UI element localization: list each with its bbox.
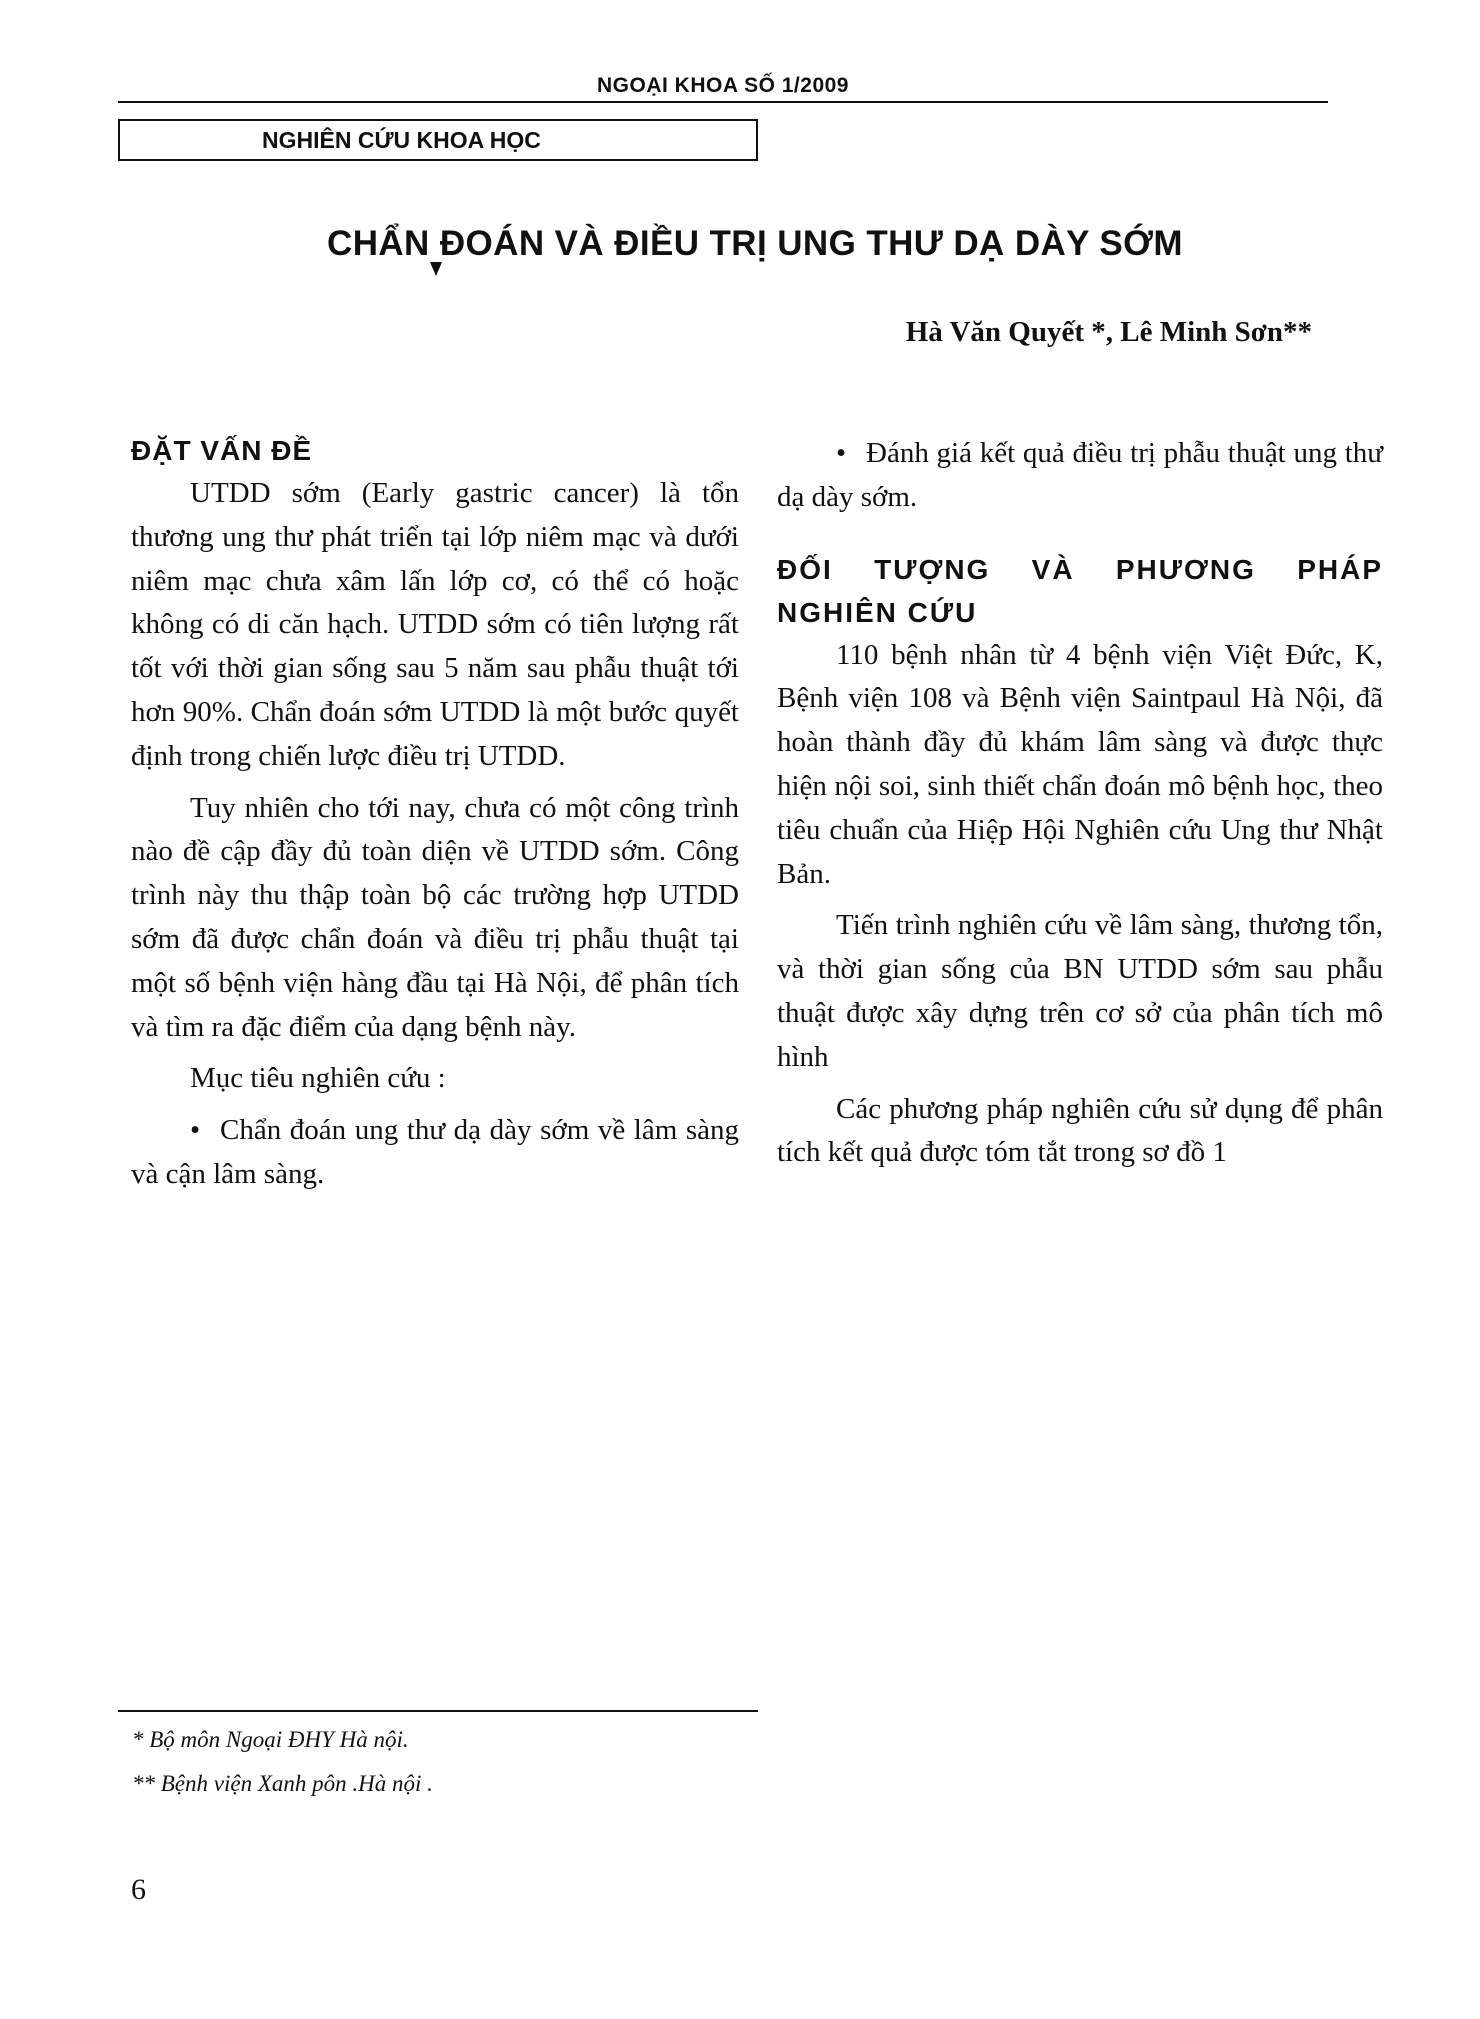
bullet-icon: •: [836, 437, 847, 469]
paragraph: 110 bệnh nhân từ 4 bệnh viện Việt Đức, K, Bệnh viện 108 và Bệnh viện Saintpaul Hà Nội, đã hoàn thành đầy đủ khám lâm sàng và được thực hiện nội soi, sinh thiết chẩn đoán mô bệnh học, theo tiêu chuẩn của Hiệp Hội Nghiên cứu Ung thư Nhật Bản.: [777, 638, 1383, 890]
footnote: ** Bệnh viện Xanh pôn .Hà nội .: [132, 1771, 433, 1796]
paragraph: Tuy nhiên cho tới nay, chưa có một công trình nào đề cập đầy đủ toàn diện về UTDD sớm. Công trình này thu thập toàn bộ các trường hợp UTDD sớm đã được chẩn đoán và điều trị phẫu thuật tại một số bệnh viện hàng đầu tại Hà Nội, để phân tích và tìm ra đặc điểm của dạng bệnh này.: [131, 791, 739, 1043]
section-heading-methods-continued: NGHIÊN CỨU: [777, 596, 978, 628]
bullet-item: [131, 1109, 739, 1197]
paragraph: Các phương pháp nghiên cứu sử dụng để phân tích kết quả được tóm tắt trong sơ đồ 1: [777, 1092, 1383, 1169]
left-column: [131, 432, 739, 1205]
bullet-text: Đánh giá kết quả điều trị phẫu thuật ung thư dạ dày sớm.: [777, 437, 1383, 513]
footnote: * Bộ môn Ngoại ĐHY Hà nội.: [132, 1727, 409, 1752]
authors: Hà Văn Quyết *, Lê Minh Sơn**: [905, 316, 1312, 348]
section-label: NGHIÊN CỨU KHOA HỌC: [262, 127, 541, 153]
header-rule: [118, 101, 1328, 103]
page-number: 6: [131, 1873, 146, 1906]
right-column: [777, 432, 1383, 1183]
section-heading-introduction: ĐẶT VẤN ĐỀ: [131, 435, 313, 466]
journal-header: NGOẠI KHOA SỐ 1/2009: [597, 74, 849, 97]
paragraph: UTDD sớm (Early gastric cancer) là tổn thương ung thư phát triển tại lớp niêm mạc và dưới niêm mạc chưa xâm lấn lớp cơ, có thể có hoặc không có di căn hạch. UTDD sớm có tiên lượng rất tốt với thời gian sống sau 5 năm sau phẫu thuật tới hơn 90%. Chẩn đoán sớm UTDD là một bước quyết định trong chiến lược điều trị UTDD.: [131, 477, 739, 772]
bullet-icon: •: [190, 1114, 201, 1147]
bullet-item: [777, 432, 1383, 520]
section-heading-methods: ĐỐI TƯỢNG VÀ PHƯƠNG PHÁP: [777, 553, 1383, 585]
paragraph: Tiến trình nghiên cứu về lâm sàng, thương tổn, và thời gian sống của BN UTDD sớm sau phẫu thuật được xây dựng trên cơ sở của phân tích mô hình: [777, 909, 1383, 1073]
bullet-text: Chẩn đoán ung thư dạ dày sớm về lâm sàng và cận lâm sàng.: [131, 1114, 739, 1190]
footnote-rule: [118, 1710, 758, 1712]
paragraph-objectives-label: Mục tiêu nghiên cứu :: [190, 1062, 446, 1095]
title-mark: [430, 262, 442, 276]
article-title: CHẨN ĐOÁN VÀ ĐIỀU TRỊ UNG THƯ DẠ DÀY SỚM: [327, 224, 1183, 263]
